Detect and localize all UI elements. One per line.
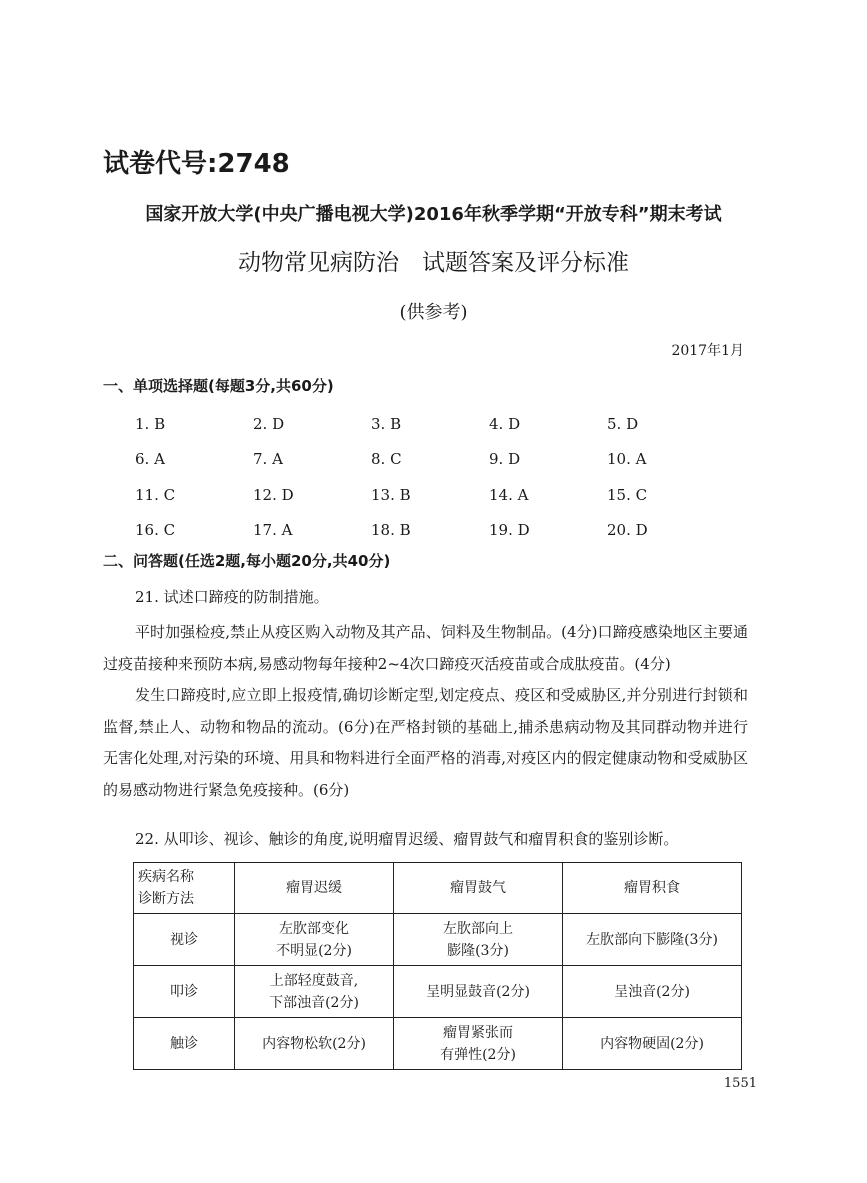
answer-item: 16. C [135, 521, 176, 540]
answer-row [135, 477, 725, 513]
answer-item: 19. D [489, 521, 530, 540]
diagnosis-table [133, 862, 742, 1070]
answer-item: 11. C [135, 485, 176, 504]
column-header: 瘤胃积食 [563, 863, 742, 914]
cell-line: 左肷部变化 [279, 920, 349, 937]
column-header: 瘤胃鼓气 [394, 863, 563, 914]
answer-item: 18. B [371, 521, 411, 540]
corner-method-label: 诊断方法 [138, 891, 194, 907]
exam-date: 2017年1月 [671, 343, 744, 359]
table-corner-cell [134, 863, 235, 914]
answer-item: 4. D [489, 414, 521, 433]
table-cell [563, 914, 742, 966]
answer-item: 13. B [371, 485, 411, 504]
page-number: 1551 [723, 1076, 757, 1091]
answer-item: 20. D [607, 521, 648, 540]
column-header: 瘤胃迟缓 [235, 863, 394, 914]
cell-line: 呈明显鼓音(2分) [426, 983, 530, 1000]
answer-row [135, 513, 725, 549]
question-22: 22. 从叩诊、视诊、触诊的角度,说明瘤胃迟缓、瘤胃鼓气和瘤胃积食的鉴别诊断。 [135, 830, 679, 848]
exam-title: 国家开放大学(中央广播电视大学)2016年秋季学期“开放专科”期末考试 [145, 204, 722, 225]
section1-title: 一、单项选择题(每题3分,共60分) [103, 377, 334, 395]
table-cell [394, 966, 563, 1018]
method-cell: 视诊 [134, 914, 235, 966]
reference-note: (供参考) [399, 302, 468, 323]
table-cell [563, 966, 742, 1018]
table-row [134, 966, 742, 1018]
cell-line: 左肷部向上 [443, 920, 513, 937]
answer-item: 9. D [489, 450, 521, 469]
method-cell: 触诊 [134, 1018, 235, 1070]
answer-item: 8. C [371, 450, 402, 469]
cell-line: 内容物硬固(2分) [600, 1035, 704, 1052]
cell-line: 呈浊音(2分) [614, 983, 690, 1000]
table-cell [394, 1018, 563, 1070]
answer-item: 6. A [135, 450, 165, 469]
cell-line: 有弹性(2分) [440, 1046, 516, 1063]
answer-item: 17. A [253, 521, 293, 540]
answer-21-paragraph-2: 发生口蹄疫时,应立即上报疫情,确切诊断定型,划定疫点、疫区和受威胁区,并分别进行封锁和监督,禁止人、动物和物品的流动。(6分)在严格封锁的基础上,捕杀患病动物及其同群动物并进行无害化处理,对污染的环境、用具和物料进行全面严格的消毒,对疫区内的假定健康动物和受威胁区的易感动物进行紧急免疫接种。(6分) [103, 686, 748, 799]
method-cell: 叩诊 [134, 966, 235, 1018]
table-cell [235, 1018, 394, 1070]
cell-line: 上部轻度鼓音, [269, 972, 359, 989]
corner-disease-label: 疾病名称 [138, 869, 194, 885]
answer-item: 15. C [607, 485, 648, 504]
question-21: 21. 试述口蹄疫的防制措施。 [135, 588, 329, 606]
answer-item: 1. B [135, 414, 166, 433]
table-row [134, 914, 742, 966]
table-cell [235, 966, 394, 1018]
answer-item: 10. A [607, 450, 647, 469]
table-cell [563, 1018, 742, 1070]
subject-title: 动物常见病防治 试题答案及评分标准 [238, 250, 629, 276]
answer-item: 5. D [607, 414, 639, 433]
table-row [134, 1018, 742, 1070]
answer-item: 14. A [489, 485, 529, 504]
cell-line: 下部浊音(2分) [269, 994, 359, 1011]
answer-row [135, 442, 725, 478]
answer-item: 7. A [253, 450, 283, 469]
answer-row [135, 406, 725, 442]
answer-item: 3. B [371, 414, 402, 433]
cell-line: 内容物松软(2分) [262, 1035, 366, 1052]
cell-line: 左肷部向下膨隆(3分) [586, 931, 718, 948]
table-cell [235, 914, 394, 966]
answer-item: 2. D [253, 414, 285, 433]
cell-line: 膨隆(3分) [447, 942, 509, 959]
answer-21-paragraph-1: 平时加强检疫,禁止从疫区购入动物及其产品、饲料及生物制品。(4分)口蹄疫感染地区主要通过疫苗接种来预防本病,易感动物每年接种2~4次口蹄疫灭活疫苗或合成肽疫苗。(4分) [103, 623, 748, 673]
answer-item: 12. D [253, 485, 294, 504]
cell-line: 瘤胃紧张而 [443, 1024, 513, 1041]
section2-title: 二、问答题(任选2题,每小题20分,共40分) [103, 552, 391, 570]
table-header-row [134, 863, 742, 914]
paper-code: 试卷代号:2748 [103, 149, 290, 179]
cell-line: 不明显(2分) [276, 942, 352, 959]
answer-grid [135, 406, 725, 548]
table-cell [394, 914, 563, 966]
